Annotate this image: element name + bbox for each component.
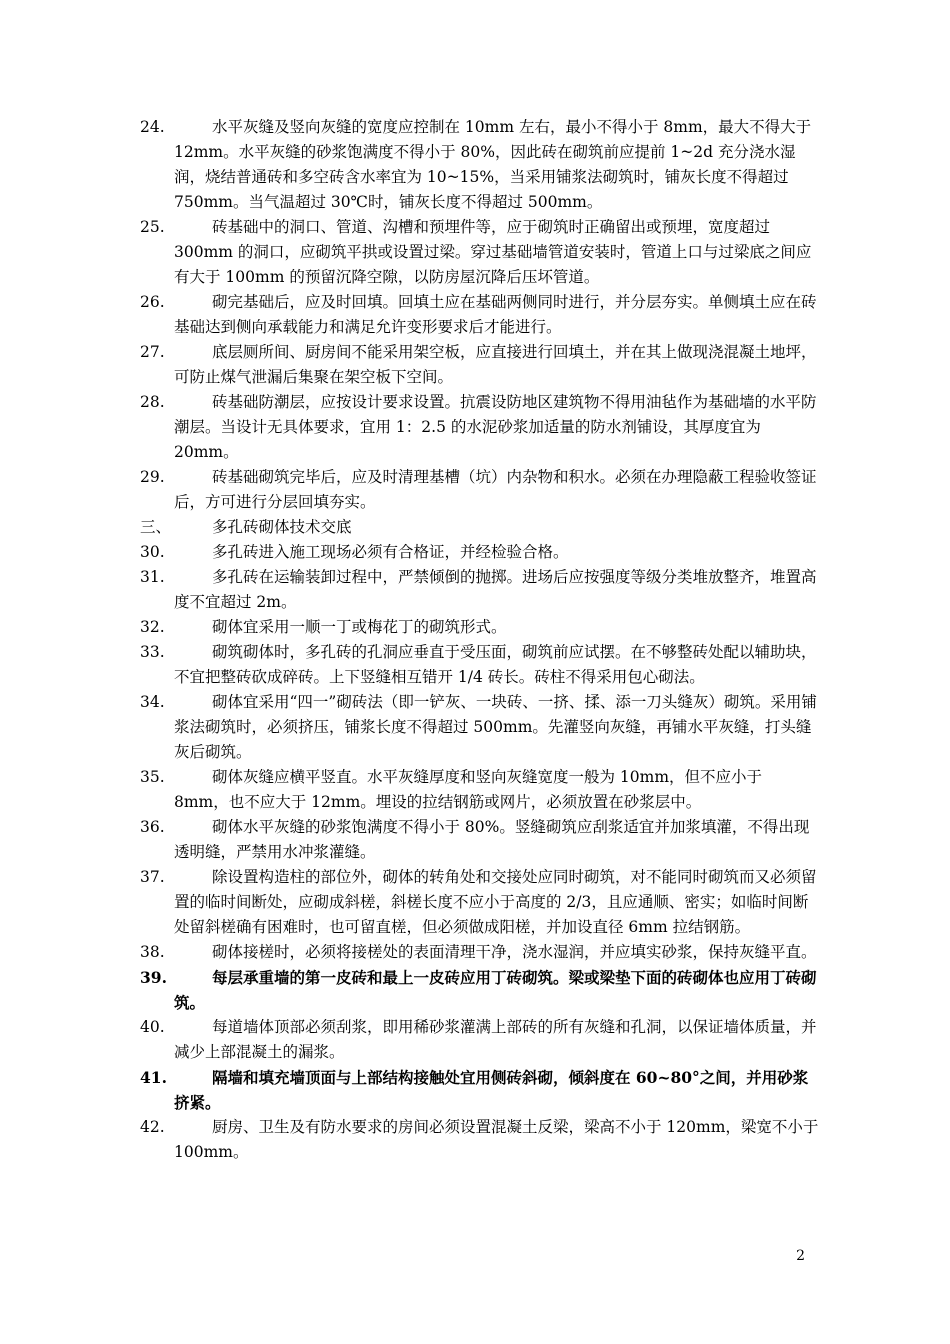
item-number: 28. (140, 393, 165, 411)
list-item (140, 465, 820, 515)
list-item (140, 515, 820, 540)
list-item (140, 1015, 820, 1065)
list-item (140, 690, 820, 765)
item-text: 砌体宜采用一顺一丁或梅花丁的砌筑形式。 (212, 618, 507, 636)
list-item (140, 815, 820, 865)
list-item (140, 865, 820, 940)
item-text: 砖基础中的洞口、管道、沟槽和预埋件等，应于砌筑时正确留出或预埋，宽度超过 300mm 的洞口，应砌筑平拱或设置过梁。穿过基础墙管道安装时，管道上口与过梁底之间应有大于 100mm 的预留沉降空隙，以防房屋沉降后压坏管道。 (174, 218, 812, 286)
item-number: 31. (140, 568, 165, 586)
list-item (140, 340, 820, 390)
list-item (140, 965, 820, 1015)
item-text: 多孔砖在运输装卸过程中，严禁倾倒的抛掷。进场后应按强度等级分类堆放整齐，堆置高度不宜超过 2m。 (174, 568, 817, 611)
item-number: 40. (140, 1018, 165, 1036)
list-item (140, 290, 820, 340)
item-text: 多孔砖进入施工现场必须有合格证，并经检验合格。 (212, 543, 569, 561)
list-item (140, 115, 820, 215)
item-number: 36. (140, 818, 165, 836)
item-text: 砖基础砌筑完毕后，应及时清理基槽（坑）内杂物和积水。必须在办理隐蔽工程验收签证后，方可进行分层回填夯实。 (174, 468, 817, 511)
item-text: 水平灰缝及竖向灰缝的宽度应控制在 10mm 左右，最小不得小于 8mm，最大不得大于 12mm。水平灰缝的砂浆饱满度不得小于 80%，因此砖在砌筑前应提前 1~2d 充分浇水湿润，烧结普通砖和多空砖含水率宜为 10~15%，当采用铺浆法砌筑时，铺灰长度不得超过 750mm。当气温超过 30℃时，铺灰长度不得超过 500mm。 (174, 118, 812, 211)
item-number: 41. (140, 1068, 167, 1087)
item-number: 38. (140, 943, 165, 961)
item-number: 24. (140, 118, 165, 136)
item-number: 42. (140, 1118, 165, 1136)
item-text: 除设置构造柱的部位外，砌体的转角处和交接处应同时砌筑，对不能同时砌筑而又必须留置的临时间断处，应砌成斜槎，斜槎长度不应小于高度的 2/3，且应通顺、密实；如临时间断处留斜槎确有困难时，也可留直槎，但必须做成阳槎，并加设直径 6mm 拉结钢筋。 (174, 868, 817, 936)
item-text: 底层厕所间、厨房间不能采用架空板，应直接进行回填土，并在其上做现浇混凝土地坪，可防止煤气泄漏后集聚在架空板下空间。 (174, 343, 817, 386)
list-item (140, 615, 820, 640)
item-number: 35. (140, 768, 165, 786)
list-item (140, 1115, 820, 1165)
item-text: 每层承重墙的第一皮砖和最上一皮砖应用丁砖砌筑。梁或梁垫下面的砖砌体也应用丁砖砌筑。 (174, 968, 817, 1012)
item-text: 砌体灰缝应横平竖直。水平灰缝厚度和竖向灰缝宽度一般为 10mm，但不应小于 8mm，也不应大于 12mm。埋设的拉结钢筋或网片，必须放置在砂浆层中。 (174, 768, 763, 811)
item-number: 37. (140, 868, 165, 886)
item-number: 39. (140, 968, 167, 987)
item-text: 砌筑砌体时，多孔砖的孔洞应垂直于受压面，砌筑前应试摆。在不够整砖处配以辅助块，不宜把整砖砍成碎砖。上下竖缝相互错开 1/4 砖长。砖柱不得采用包心砌法。 (174, 643, 817, 686)
item-text: 砌体接槎时，必须将接槎处的表面清理干净，浇水湿润，并应填实砂浆，保持灰缝平直。 (212, 943, 817, 961)
list-item (140, 540, 820, 565)
item-number: 27. (140, 343, 165, 361)
item-text: 砌体宜采用“四一”砌砖法（即一铲灰、一块砖、一挤、揉、添一刀头缝灰）砌筑。采用铺浆法砌筑时，必须挤压，铺浆长度不得超过 500mm。先灌竖向灰缝，再铺水平灰缝，打头缝灰后砌筑。 (174, 693, 817, 761)
item-number: 33. (140, 643, 165, 661)
item-text: 隔墙和填充墙顶面与上部结构接触处宜用侧砖斜砌，倾斜度在 60~80°之间，并用砂浆挤紧。 (174, 1068, 809, 1112)
item-text: 砌完基础后，应及时回填。回填土应在基础两侧同时进行，并分层夯实。单侧填土应在砖基础达到侧向承载能力和满足允许变形要求后才能进行。 (174, 293, 817, 336)
list-item (140, 940, 820, 965)
list-item (140, 640, 820, 690)
item-text: 每道墙体顶部必须刮浆，即用稀砂浆灌满上部砖的所有灰缝和孔洞，以保证墙体质量，并减少上部混凝土的漏浆。 (174, 1018, 817, 1061)
list-item (140, 1065, 820, 1115)
item-number: 26. (140, 293, 165, 311)
list-item (140, 390, 820, 465)
item-list (140, 115, 820, 1165)
list-item (140, 215, 820, 290)
item-text: 厨房、卫生及有防水要求的房间必须设置混凝土反梁，梁高不小于 120mm，梁宽不小于 100mm。 (174, 1118, 819, 1161)
item-number: 三、 (140, 518, 172, 536)
item-number: 30. (140, 543, 165, 561)
item-text: 砖基础防潮层，应按设计要求设置。抗震设防地区建筑物不得用油毡作为基础墙的水平防潮层。当设计无具体要求，宜用 1：2.5 的水泥砂浆加适量的防水剂铺设，其厚度宜为 20mm。 (174, 393, 817, 461)
list-item (140, 765, 820, 815)
item-number: 25. (140, 218, 165, 236)
item-text: 多孔砖砌体技术交底 (212, 518, 352, 536)
item-number: 29. (140, 468, 165, 486)
item-text: 砌体水平灰缝的砂浆饱满度不得小于 80%。竖缝砌筑应刮浆适宜并加浆填灌，不得出现透明缝，严禁用水冲浆灌缝。 (174, 818, 810, 861)
list-item (140, 565, 820, 615)
page-number: 2 (796, 1248, 805, 1264)
item-number: 34. (140, 693, 165, 711)
item-number: 32. (140, 618, 165, 636)
